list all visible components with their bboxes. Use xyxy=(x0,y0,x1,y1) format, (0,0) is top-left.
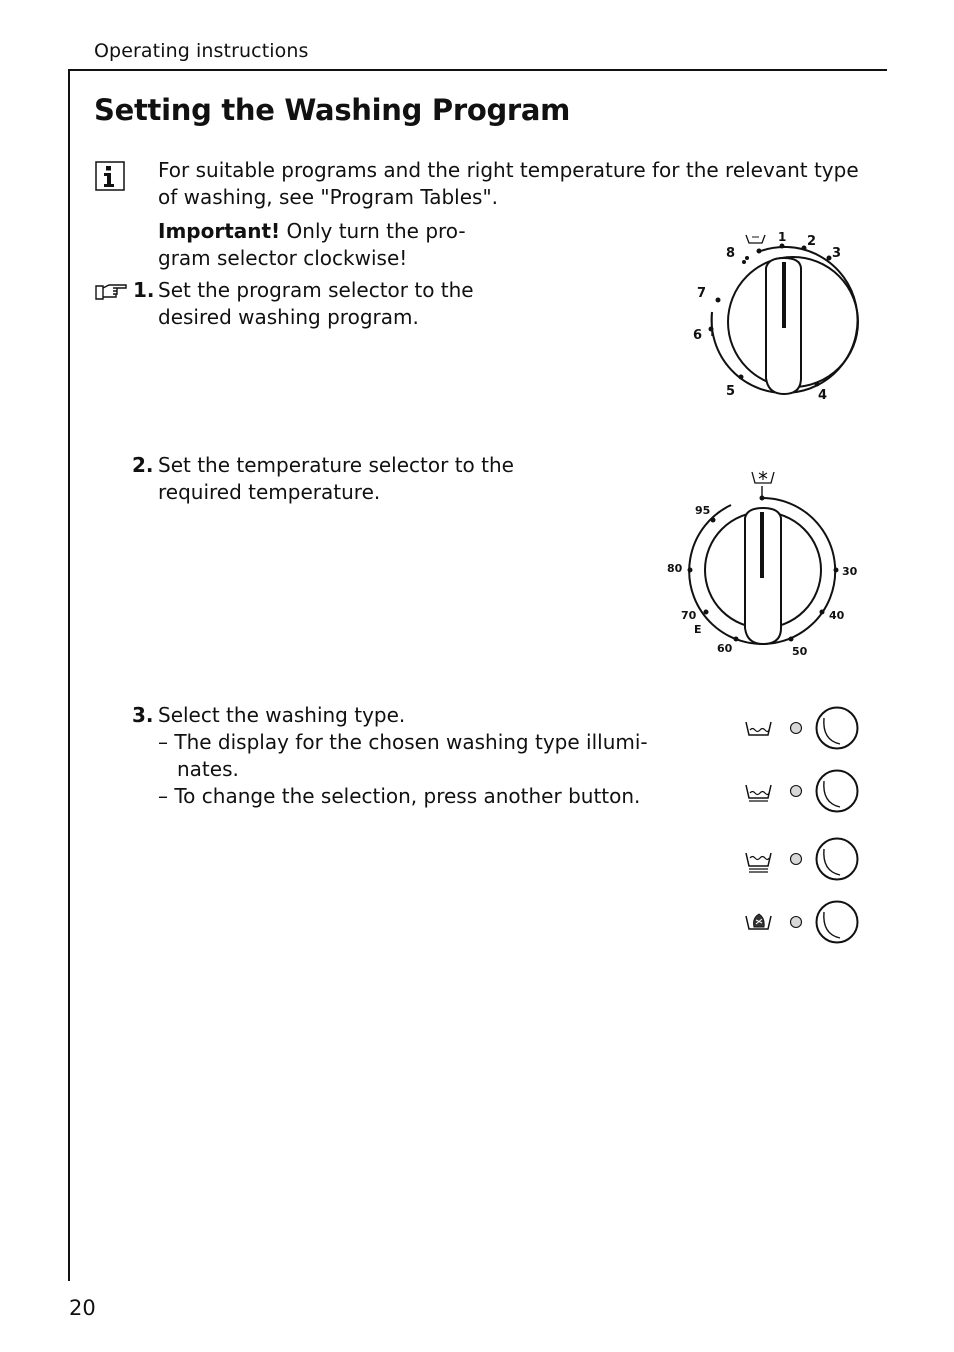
step-1-number: 1. xyxy=(133,278,155,302)
program-label: 8 xyxy=(726,246,736,261)
temperature-label: 30 xyxy=(842,565,858,578)
page-number: 20 xyxy=(69,1296,96,1320)
important-text: Only turn the pro- xyxy=(280,219,466,243)
running-header: Operating instructions xyxy=(94,40,309,62)
bullet-1-line-1 xyxy=(158,729,648,756)
important-note-line-2: gram selector clockwise! xyxy=(158,246,408,270)
info-text-line-1: For suitable programs and the right temperature for the relevant type xyxy=(158,158,859,182)
temperature-label: 80 xyxy=(667,562,683,575)
program-label: 2 xyxy=(807,234,817,249)
bullet-1-line-2: nates. xyxy=(177,757,239,781)
program-label: 3 xyxy=(832,246,842,261)
temperature-label: 70 xyxy=(681,609,697,622)
important-label: Important! xyxy=(158,219,281,243)
margin-rule xyxy=(68,69,70,1281)
bullet-2-line-1 xyxy=(158,783,640,810)
step-2-line-2: required temperature. xyxy=(158,480,381,504)
important-note-line-1 xyxy=(158,218,466,245)
step-1-line-2: desired washing program. xyxy=(158,305,419,329)
washing-type-button-row[interactable] xyxy=(744,769,860,815)
info-text-line-2: of washing, see "Program Tables". xyxy=(158,185,499,209)
wool-wash-icon xyxy=(746,914,771,929)
program-label: 5 xyxy=(726,384,736,399)
temperature-label: 50 xyxy=(792,645,808,658)
step-3-line-1: Select the washing type. xyxy=(158,703,406,727)
washing-type-button-row[interactable] xyxy=(744,706,860,752)
washing-type-indicator-light xyxy=(791,917,802,928)
bullet-dash: – xyxy=(158,784,168,808)
wash-tub-icon xyxy=(746,853,771,872)
washing-type-indicator-light xyxy=(791,854,802,865)
bullet-dash: – xyxy=(158,730,168,754)
bullet-2-text: To change the selection, press another button. xyxy=(174,784,641,808)
cold-wash-icon xyxy=(752,471,774,483)
program-label: 1 xyxy=(778,230,787,244)
program-label: 7 xyxy=(697,286,707,301)
program-label: 6 xyxy=(693,328,703,343)
washing-type-indicator-light xyxy=(791,786,802,797)
program-selector-dial[interactable] xyxy=(680,220,880,410)
step-2-line-1: Set the temperature selector to the xyxy=(158,453,514,477)
step-1-line-1: Set the program selector to the xyxy=(158,278,474,302)
wash-tub-icon xyxy=(746,235,765,243)
washing-type-button-row[interactable] xyxy=(744,900,860,946)
step-3-number: 3. xyxy=(132,703,154,727)
temperature-label: E xyxy=(694,623,702,636)
temperature-label: 95 xyxy=(695,504,711,517)
temperature-selector-dial[interactable] xyxy=(660,465,870,665)
temperature-label: 40 xyxy=(829,609,845,622)
info-icon xyxy=(95,161,125,191)
washing-type-button[interactable] xyxy=(817,771,858,812)
washing-type-button[interactable] xyxy=(817,708,858,749)
program-label: 4 xyxy=(818,388,828,403)
wash-tub-icon xyxy=(746,785,771,801)
pointing-hand-icon xyxy=(95,282,129,302)
bullet-1-text: The display for the chosen washing type illumi- xyxy=(174,730,648,754)
washing-type-indicator-light xyxy=(791,723,802,734)
washing-type-button[interactable] xyxy=(817,902,858,943)
header-rule xyxy=(68,69,887,71)
temperature-label: 60 xyxy=(717,642,733,655)
page-title: Setting the Washing Program xyxy=(94,93,571,127)
step-2-number: 2. xyxy=(132,453,154,477)
washing-type-button-row[interactable] xyxy=(744,837,860,883)
wash-tub-icon xyxy=(746,722,771,735)
washing-type-button[interactable] xyxy=(817,839,858,880)
